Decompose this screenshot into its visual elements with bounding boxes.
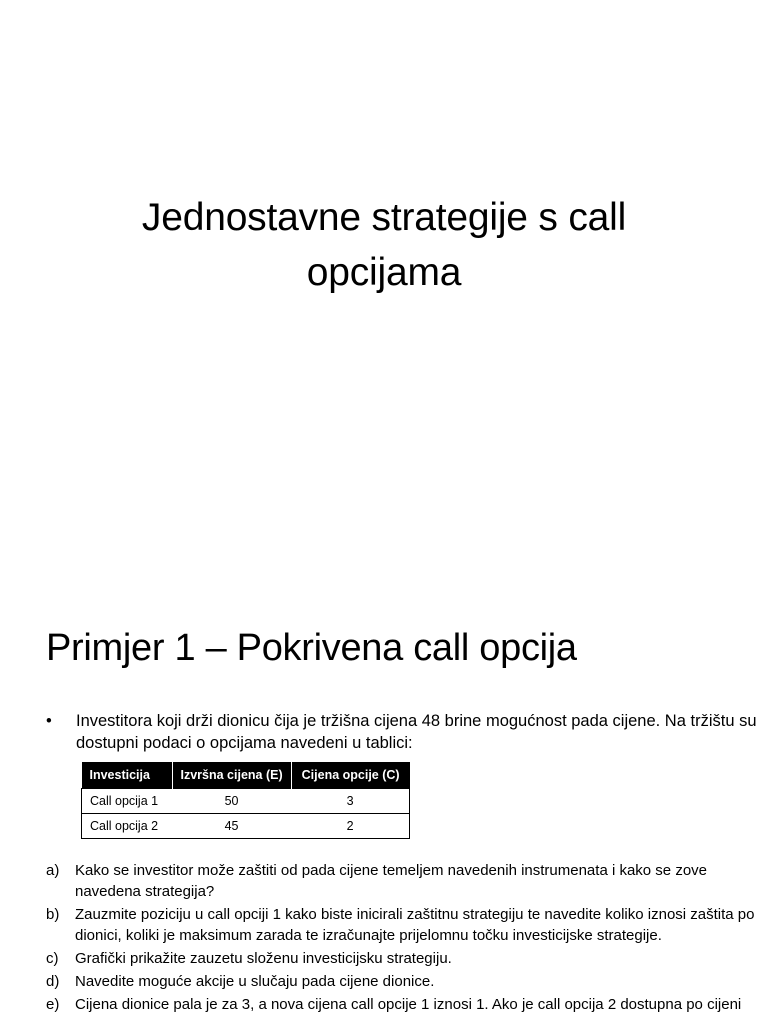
slide-title-line-2: opcijama [306, 251, 462, 294]
item-label: a) [46, 862, 60, 879]
cell-izvrsna-cijena: 50 [172, 789, 291, 814]
bullet-marker: • [46, 712, 52, 730]
header-izvrsna-cijena: Izvršna cijena (E) [172, 762, 291, 789]
item-text: Kako se investitor može zaštiti od pada cijene temeljem navedenih instrumenata i kako se zove navedena strategija? [75, 862, 707, 900]
list-item [46, 971, 762, 992]
table-header-row [82, 762, 410, 789]
header-investicija: Investicija [82, 762, 173, 789]
table-row [82, 789, 410, 814]
list-item [46, 948, 762, 969]
header-cijena-opcije: Cijena opcije (C) [291, 762, 410, 789]
item-label: e) [46, 996, 60, 1013]
item-text: Zauzmite poziciju u call opciji 1 kako biste inicirali zaštitnu strategiju te navedite koliko iznosi zaštita po dionici, koliki je maksimum zarada te izračunajte prijelomnu točku investicijske strategije. [75, 906, 755, 944]
options-table [81, 762, 410, 839]
cell-cijena-opcije: 3 [291, 789, 410, 814]
example-title: Primjer 1 – Pokrivena call opcija [46, 627, 577, 669]
cell-izvrsna-cijena: 45 [172, 814, 291, 839]
intro-text: Investitora koji drži dionicu čija je tržišna cijena 48 brine mogućnost pada cijene. Na tržištu su dostupni podaci o opcijama navedeni u tablici: [76, 712, 757, 752]
item-text: Grafički prikažite zauzetu složenu investicijsku strategiju. [75, 950, 452, 967]
item-text: Navedite moguće akcije u slučaju pada cijene dionice. [75, 973, 435, 990]
questions-list [46, 860, 762, 1017]
list-item [46, 904, 762, 946]
table-row [82, 814, 410, 839]
item-text: Cijena dionice pala je za 3, a nova cijena call opcije 1 iznosi 1. Ako je call opcija 2 dostupna po cijeni [75, 996, 742, 1013]
cell-cijena-opcije: 2 [291, 814, 410, 839]
example-slide [0, 590, 768, 1024]
cell-investicija: Call opcija 1 [82, 789, 173, 814]
slide-title [60, 190, 708, 300]
list-item [46, 994, 762, 1015]
item-label: c) [46, 950, 59, 967]
item-label: b) [46, 906, 60, 923]
slide-title-line-1: Jednostavne strategije s call [141, 196, 627, 239]
item-label: d) [46, 973, 60, 990]
list-item [46, 860, 762, 902]
cell-investicija: Call opcija 2 [82, 814, 173, 839]
